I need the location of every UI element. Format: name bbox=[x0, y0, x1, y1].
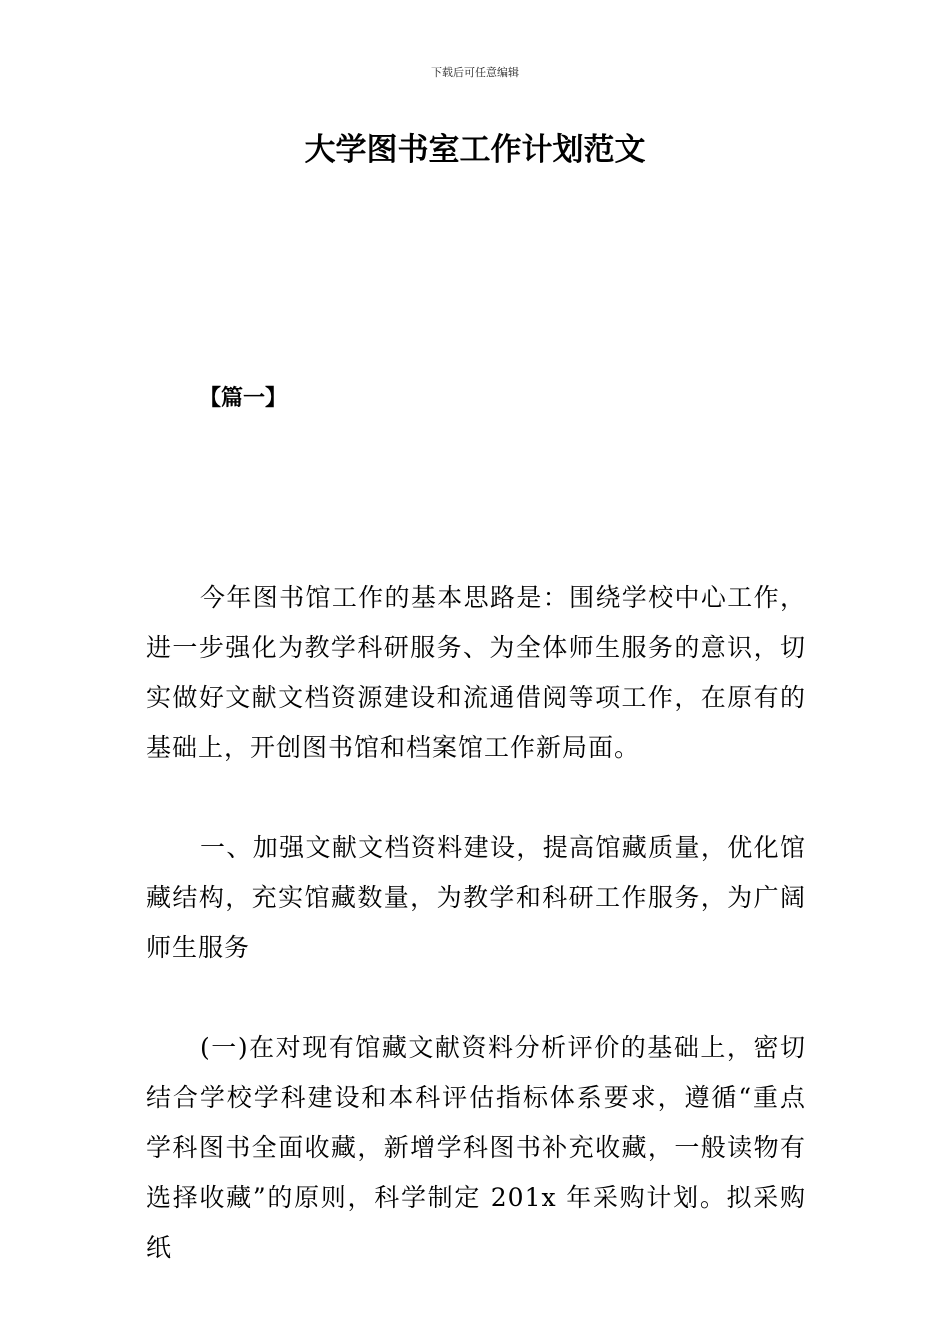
page-header-note: 下载后可任意编辑 bbox=[431, 66, 519, 79]
section-label: 【篇一】 bbox=[199, 386, 288, 411]
paragraph-3: (一)在对现有馆藏文献资料分析评价的基础上，密切结合学校学科建设和本科评估指标体系要求，遵循“重点学科图书全面收藏，新增学科图书补充收藏，一般读物有选择收藏”的原则，科学制定 201x 年采购计划。拟采购纸 bbox=[146, 1033, 806, 1262]
paragraph-2: 一、加强文献文档资料建设，提高馆藏质量，优化馆藏结构，充实馆藏数量，为教学和科研工作服务，为广阔师生服务 bbox=[146, 833, 806, 962]
document-title: 大学图书室工作计划范文 bbox=[304, 132, 646, 168]
paragraph-1: 今年图书馆工作的基本思路是：围绕学校中心工作，进一步强化为教学科研服务、为全体师生服务的意识，切实做好文献文档资源建设和流通借阅等项工作，在原有的基础上，开创图书馆和档案馆工作新局面。 bbox=[146, 583, 806, 762]
